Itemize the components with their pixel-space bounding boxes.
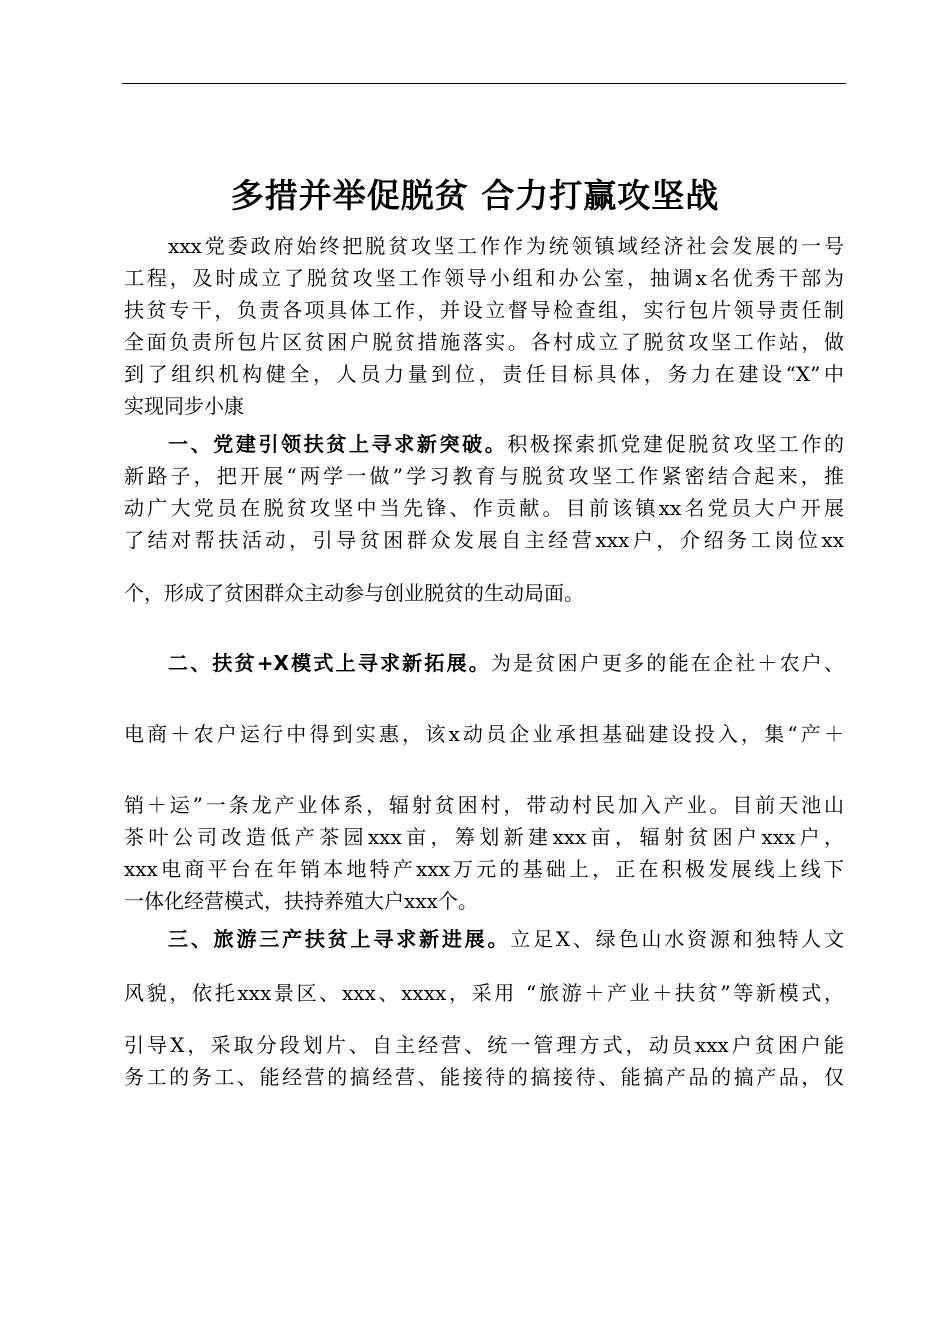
section-1-line-5: 个，形成了贫困群众主动参与创业脱贫的生动局面。: [124, 581, 584, 605]
paragraph-1-line-1: xxx党委政府始终把脱贫攻坚工作作为统领镇域经济社会发展的一号: [168, 234, 844, 258]
document-title: 多措并举促脱贫 合力打赢攻坚战: [230, 176, 720, 215]
paragraph-1-line-3: 扶贫专干，负责各项具体工作，并设立督导检查组，实行包片领导责任制: [124, 298, 844, 322]
section-2-first-line-text: 为是贫困户更多的能在企社＋农户、: [490, 651, 844, 675]
section-3-line-4: 务工的务工、能经营的搞经营、能接待的搞接待、能搞产品的搞产品，仅: [124, 1065, 844, 1089]
section-3-line-1: [168, 924, 844, 954]
section-2-heading: 二、扶贫+X模式上寻求新拓展。: [168, 651, 491, 675]
section-2-line-3: 销＋运”一条龙产业体系，辐射贫困村，带动村民加入产业。目前天池山: [124, 793, 844, 817]
section-2-line-6: 一体化经营模式，扶持养殖大户xxx个。: [124, 889, 478, 913]
section-1-line-4: 了结对帮扶活动，引导贫困群众发展自主经营xxx户，介绍务工岗位xx: [124, 528, 844, 552]
paragraph-1-line-5: 到了组织机构健全，人员力量到位，责任目标具体，务力在建设“X”中: [124, 362, 844, 386]
header-rule: [122, 83, 846, 84]
section-1-first-line-text: 积极探索抓党建促脱贫攻坚工作的: [507, 432, 845, 456]
paragraph-1-line-2: 工程，及时成立了脱贫攻坚工作领导小组和办公室，抽调x名优秀干部为: [124, 266, 844, 290]
section-3-first-line-text: 立足X、绿色山水资源和独特人文: [510, 927, 845, 951]
section-3-heading: 三、旅游三产扶贫上寻求新进展。: [168, 927, 511, 951]
paragraph-1-line-4: 全面负责所包片区贫困户脱贫措施落实。各村成立了脱贫攻坚工作站，做: [124, 330, 844, 354]
section-2-line-2: 电商＋农户运行中得到实惠，该x动员企业承担基础建设投入，集“产＋: [124, 722, 844, 746]
section-2-line-4: 茶叶公司改造低产茶园xxx亩，筹划新建xxx亩，辐射贫困户xxx户，: [124, 825, 844, 849]
section-2-line-5: xxx电商平台在年销本地特产xxx万元的基础上，正在积极发展线上线下: [124, 857, 844, 881]
paragraph-1-line-6: 实现同步小康: [124, 394, 244, 418]
section-1-line-2: 新路子，把开展“两学一做”学习教育与脱贫攻坚工作紧密结合起来，推: [124, 464, 844, 488]
section-3-line-2: 风貌，依托xxx景区、xxx、xxxx，采用 “旅游＋产业＋扶贫”等新模式，: [124, 981, 844, 1005]
section-3-line-3: 引导X，采取分段划片、自主经营、统一管理方式，动员xxx户贫困户能: [124, 1033, 844, 1057]
section-1-heading: 一、党建引领扶贫上寻求新突破。: [168, 432, 508, 456]
section-1-line-3: 动广大党员在脱贫攻坚中当先锋、作贡献。目前该镇xx名党员大户开展: [124, 496, 844, 520]
section-2-line-1: [168, 648, 844, 678]
section-1-line-1: [168, 429, 844, 459]
